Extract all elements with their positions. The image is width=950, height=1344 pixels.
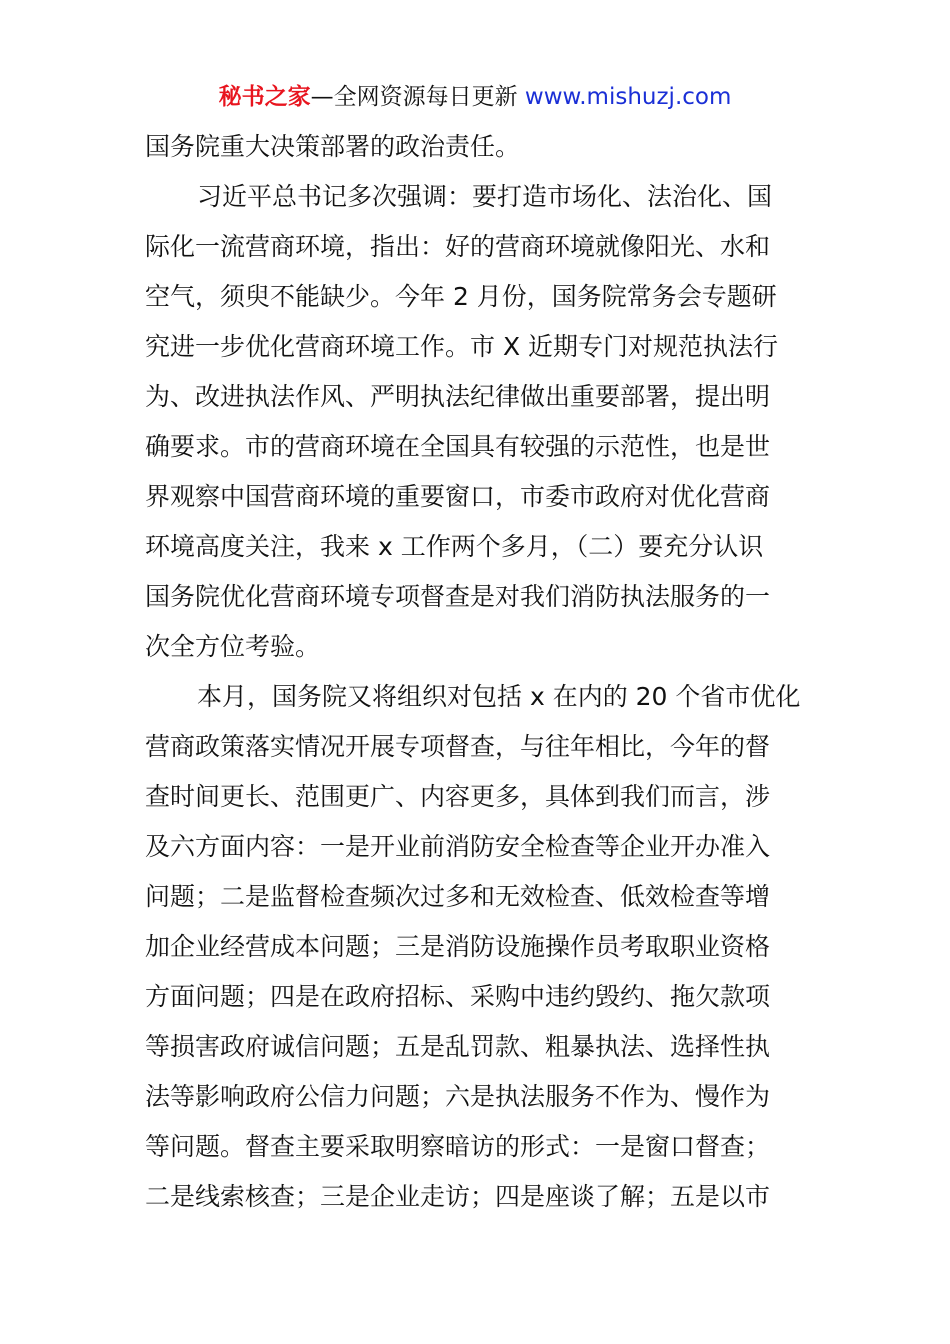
text-line: 为、改进执法作风、严明执法纪律做出重要部署，提出明	[145, 382, 771, 411]
text-line: 国务院优化营商环境专项督查是对我们消防执法服务的一	[145, 582, 771, 611]
text-line: 究进一步优化营商环境工作。市 X 近期专门对规范执法行	[145, 332, 779, 361]
text-line: 加企业经营成本问题；三是消防设施操作员考取职业资格	[145, 932, 771, 961]
text-line: 界观察中国营商环境的重要窗口，市委市政府对优化营商	[145, 482, 771, 511]
text-line: 际化一流营商环境，指出：好的营商环境就像阳光、水和	[145, 232, 771, 261]
text-line: 环境高度关注，我来 x 工作两个多月，（二）要充分认识	[145, 532, 764, 561]
document-body	[145, 127, 810, 1227]
text-line: 确要求。市的营商环境在全国具有较强的示范性，也是世	[145, 432, 771, 461]
text-line: 营商政策落实情况开展专项督查，与往年相比，今年的督	[145, 732, 771, 761]
text-line: 问题；二是监督检查频次过多和无效检查、低效检查等增	[145, 882, 771, 911]
brand-name: 秘书之家	[218, 84, 311, 110]
paragraph	[145, 677, 810, 1227]
header-tagline: —全网资源每日更新	[310, 84, 525, 110]
paragraph	[145, 127, 810, 177]
site-url-link[interactable]: www.mishuzj.com	[524, 84, 732, 110]
text-line: 法等影响政府公信力问题；六是执法服务不作为、慢作为	[145, 1082, 771, 1111]
text-line: 等损害政府诚信问题；五是乱罚款、粗暴执法、选择性执	[145, 1032, 771, 1061]
text-line: 空气，须臾不能缺少。今年 2 月份，国务院常务会专题研	[145, 282, 777, 311]
paragraph	[145, 177, 810, 677]
text-line: 本月，国务院又将组织对包括 x 在内的 20 个省市优化	[197, 682, 801, 711]
text-line: 二是线索核查；三是企业走访；四是座谈了解；五是以市	[145, 1182, 771, 1211]
text-line: 方面问题；四是在政府招标、采购中违约毁约、拖欠款项	[145, 982, 771, 1011]
text-line: 等问题。督查主要采取明察暗访的形式：一是窗口督查；	[145, 1132, 771, 1161]
watermark-header	[0, 82, 950, 112]
text-line: 查时间更长、范围更广、内容更多，具体到我们而言，涉	[145, 782, 771, 811]
text-line: 次全方位考验。	[145, 632, 321, 661]
text-line: 及六方面内容：一是开业前消防安全检查等企业开办准入	[145, 832, 771, 861]
text-line: 习近平总书记多次强调：要打造市场化、法治化、国	[197, 182, 773, 211]
text-line: 国务院重大决策部署的政治责任。	[145, 132, 521, 161]
